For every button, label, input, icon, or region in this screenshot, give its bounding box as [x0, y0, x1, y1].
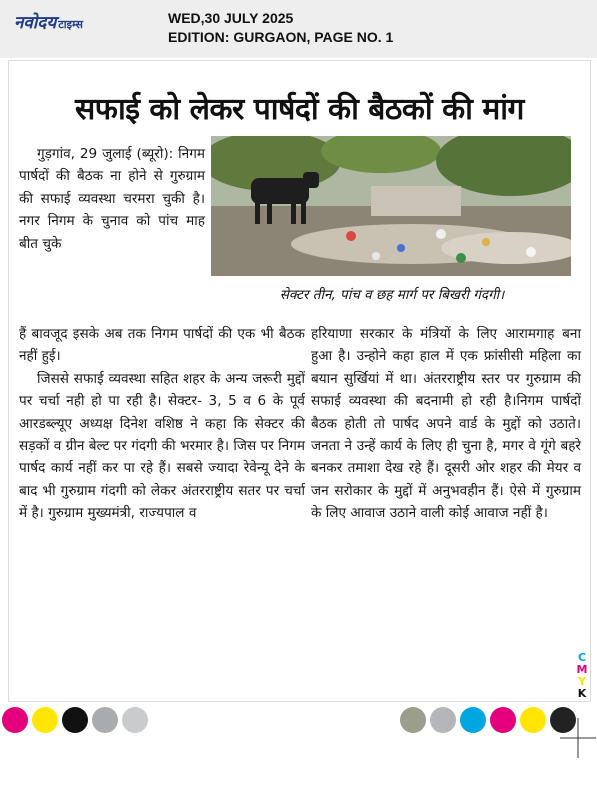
article-paragraph: गुड़गांव, 29 जुलाई (ब्यूरो): निगम पार्षदों की बैठक ना होने से गुरुग्राम की सफाई व्यवस्था चरमरा चुकी है। नगर निगम के चुनाव को पांच माह बीत चुके — [19, 146, 205, 252]
logo-sub: टाइम्स — [58, 18, 83, 31]
dateline — [168, 9, 393, 47]
photo-caption: सेक्टर तीन, पांच व छह मार्ग पर बिखरी गंदगी। — [279, 287, 505, 303]
article-clipping — [8, 60, 591, 702]
article-paragraph: जिससे सफाई व्यवस्था सहित शहर के अन्य जरूरी मुद्दों पर चर्चा नही हो पा रही है। सेक्टर- 3, 5 व 6 के पूर्व आरडब्ल्यूए अध्यक्ष दिनेश वशिष्ठ ने कहा कि सेक्टर की सड़कों व ग्रीन बेल्ट पर गंदगी की भरमार है। जिस पर निगम पार्षद कार्य नहीं कर पा रहे हैं। सबसे ज्यादा रेवेन्यू देने के बाद भी गुरुग्राम गंदगी को लेकर अंतरराष्ट्रीय सतर पर चर्चा में है। गुरुग्राम मुख्यमंत्री, राज्यपाल व — [19, 370, 305, 522]
article-headline: सफाई को लेकर पार्षदों की बैठकों की मांग — [75, 92, 524, 127]
color-swatch — [62, 707, 88, 733]
logo-main: नवोदय — [14, 13, 57, 33]
cmyk-letter-c: C — [577, 651, 587, 664]
cmyk-letter-k: K — [577, 687, 587, 700]
article-column-left-top — [19, 143, 205, 255]
color-swatch — [460, 707, 486, 733]
color-swatches-left — [2, 707, 152, 733]
color-swatch — [400, 707, 426, 733]
color-swatch — [122, 707, 148, 733]
cmyk-letter-y: Y — [578, 675, 586, 688]
article-column-left-bottom — [19, 323, 305, 525]
color-swatch — [430, 707, 456, 733]
article-paragraph: हैं बावजूद इसके अब तक निगम पार्षदों की एक भी बैठक नहीं हुई। — [19, 326, 305, 365]
edition-info: EDITION: GURGAON, PAGE NO. 1 — [168, 29, 394, 45]
newspaper-logo — [14, 10, 83, 33]
color-swatches-right — [400, 707, 580, 733]
cmyk-letter-m: M — [576, 663, 588, 676]
color-swatch — [32, 707, 58, 733]
color-swatch — [520, 707, 546, 733]
article-column-right — [311, 323, 581, 525]
masthead-bar — [0, 0, 597, 58]
cmyk-marker — [574, 652, 590, 700]
color-swatch — [92, 707, 118, 733]
article-photo — [211, 136, 571, 276]
color-swatch — [490, 707, 516, 733]
publication-date: WED,30 JULY 2025 — [168, 10, 294, 26]
article-paragraph: हरियाणा सरकार के मंत्रियों के लिए आरामगाह बना हुआ है। उन्होने कहा हाल में एक फ्रांसीसी महिला का बयान सुर्खियां में था। अंतरराष्ट्रीय स्तर पर गुरुग्राम की सफाई व्यवस्था की बदनामी हो रही है।निगम पार्षदों बैठक होती तो पार्षद अपने वार्ड के मुद्दों को उठाते। जनता ने उन्हें कार्य के लिए ही चुना है, मगर वे गूंगे बहरे बनकर तमाशा देख रहे हैं। दूसरी ओर शहर की मेयर व जन सरोकार के मुद्दों में अनुभवहीन हैं। ऐसे में गुरुग्राम के लिए आवाज उठाने वाली कोई आवाज नहीं है। — [311, 326, 581, 522]
color-swatch — [2, 707, 28, 733]
registration-mark-icon — [560, 718, 596, 758]
